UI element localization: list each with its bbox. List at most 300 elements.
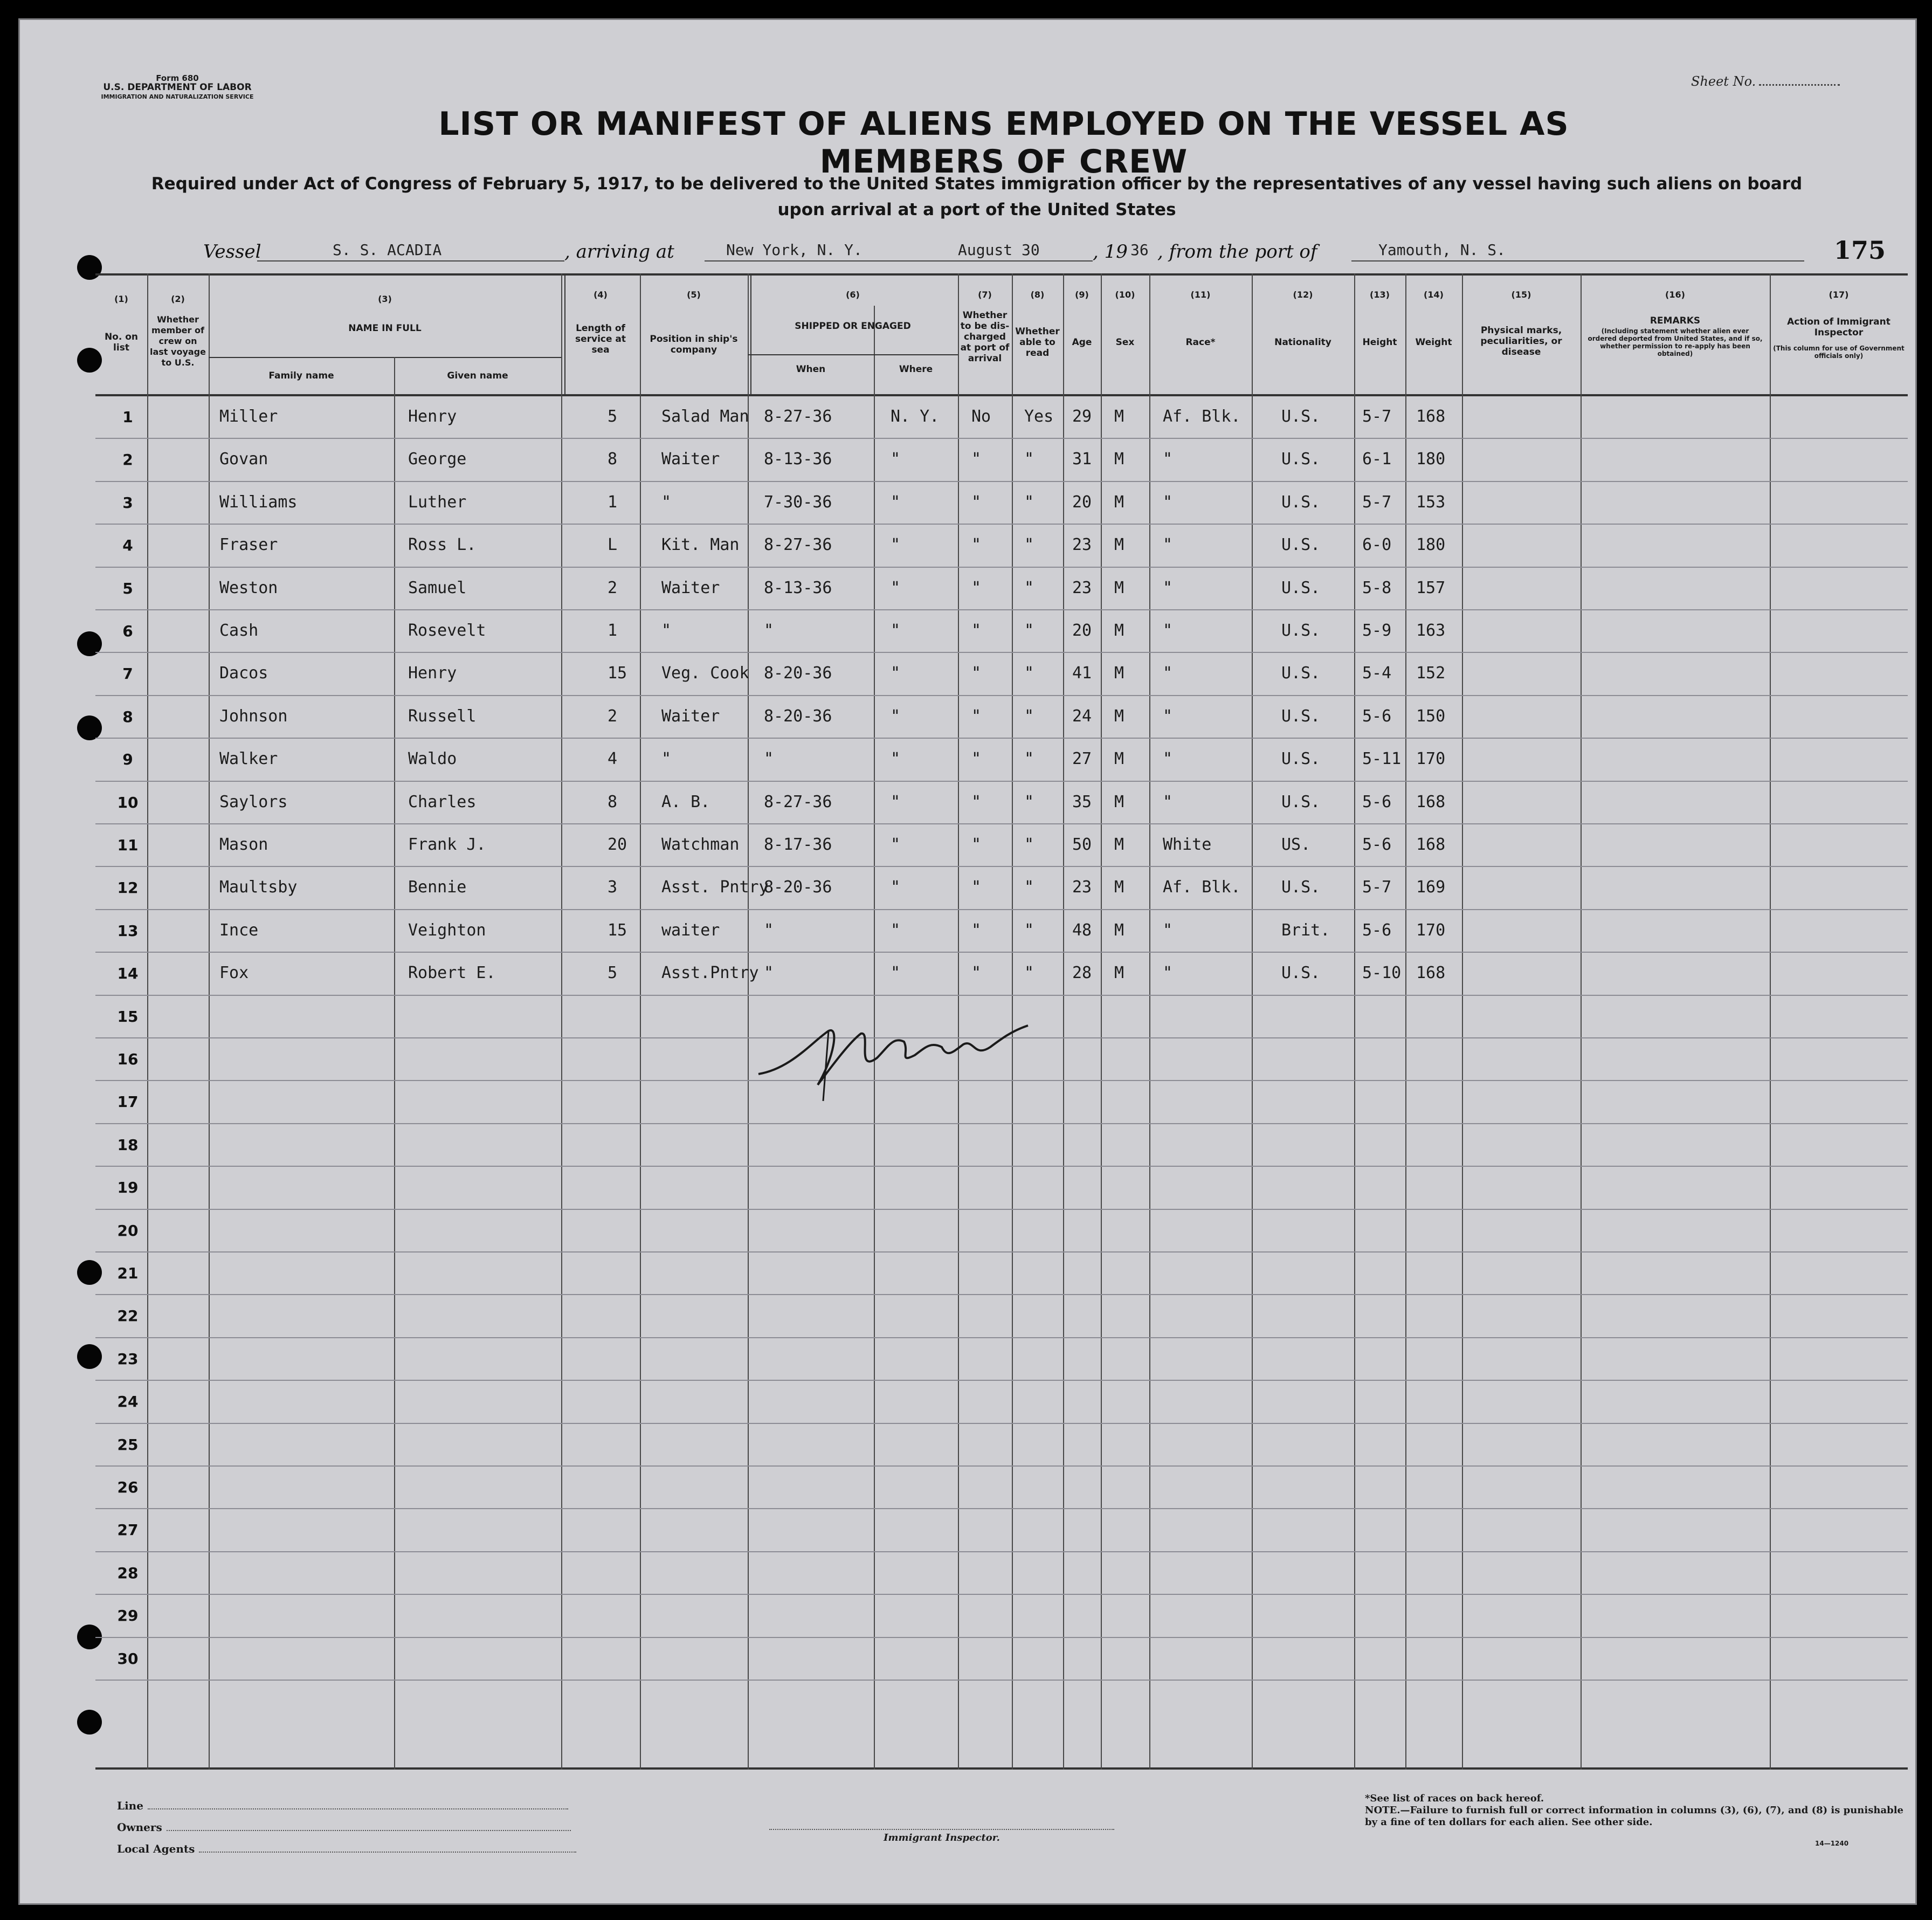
cell-family: Saylors — [219, 792, 288, 811]
cell-service: 3 — [608, 878, 618, 897]
column-number: (8) — [1030, 290, 1045, 300]
cell-height: 5-6 — [1362, 835, 1392, 854]
column-number: (13) — [1370, 290, 1390, 300]
cell-race: " — [1163, 792, 1173, 811]
column-number: (17) — [1828, 290, 1849, 300]
cell-race: " — [1163, 450, 1173, 469]
cell-age: 27 — [1072, 749, 1092, 769]
cell-age: 24 — [1072, 706, 1092, 726]
cell-race: " — [1163, 664, 1173, 683]
cell-position: Waiter — [661, 450, 720, 469]
cell-family: Weston — [219, 578, 278, 597]
column-number: (11) — [1190, 290, 1211, 300]
cell-height: 6-1 — [1362, 450, 1392, 469]
cell-read: " — [1024, 535, 1034, 555]
cell-nationality: U.S. — [1281, 535, 1321, 555]
arriving-underline — [705, 260, 1093, 261]
cell-service: 1 — [608, 492, 618, 512]
cell-age: 29 — [1072, 407, 1092, 426]
vessel-line — [203, 236, 1932, 268]
cell-race: " — [1163, 492, 1173, 512]
name-subheader-rule — [209, 357, 561, 358]
footer-agents-label: Local Agents — [117, 1842, 195, 1855]
arriving-port: New York, N. Y. — [726, 241, 862, 259]
cell-read: " — [1024, 621, 1034, 640]
cell-service: 5 — [608, 964, 618, 983]
cell-position: " — [661, 492, 672, 512]
cell-discharged: " — [971, 878, 982, 897]
row-rule — [95, 1680, 1908, 1681]
department-name: U.S. DEPARTMENT OF LABOR — [103, 82, 252, 93]
cell-service: 20 — [608, 835, 627, 854]
cell-sex: M — [1114, 835, 1124, 854]
cell-height: 5-11 — [1362, 749, 1402, 769]
cell-read: Yes — [1024, 407, 1054, 426]
cell-service: 4 — [608, 749, 618, 769]
table-row — [95, 696, 1908, 739]
row-number: 13 — [117, 921, 139, 940]
cell-position: " — [661, 621, 672, 640]
note-penalty: NOTE.—Failure to furnish full or correct information in columns (3), (6), (7), and (8) is punishable by a fine of ten dollars for each alien. See other side. — [1365, 1805, 1903, 1828]
table-row — [95, 1424, 1908, 1467]
table-row — [95, 1595, 1908, 1637]
header-remarks: REMARKS — [1650, 315, 1701, 326]
cell-nationality: U.S. — [1281, 621, 1321, 640]
cell-given: Robert E. — [408, 964, 496, 983]
cell-when: 8-27-36 — [764, 535, 832, 555]
cell-age: 28 — [1072, 964, 1092, 983]
cell-position: Watchman — [661, 835, 740, 854]
cell-discharged: " — [971, 792, 982, 811]
manifest-sheet — [18, 18, 1917, 1905]
row-number: 25 — [117, 1435, 139, 1454]
cell-position: Veg. Cook — [661, 664, 749, 683]
cell-when: " — [764, 920, 774, 940]
column-number: (9) — [1075, 290, 1089, 300]
cell-discharged: " — [971, 492, 982, 512]
form-number: Form 680 — [156, 73, 199, 83]
cell-weight: 168 — [1416, 835, 1446, 854]
from-port-underline — [1351, 260, 1804, 261]
row-number: 22 — [117, 1307, 139, 1325]
table-row — [95, 610, 1908, 653]
cell-where: " — [891, 878, 901, 897]
header-when: When — [796, 364, 826, 375]
cell-age: 20 — [1072, 492, 1092, 512]
cell-nationality: U.S. — [1281, 492, 1321, 512]
cell-where: " — [891, 450, 901, 469]
cell-discharged: " — [971, 664, 982, 683]
cell-race: " — [1163, 964, 1173, 983]
column-number: (14) — [1424, 290, 1444, 300]
cell-sex: M — [1114, 450, 1124, 469]
cell-age: 23 — [1072, 578, 1092, 597]
header-remarks-note: (Including statement whether alien ever ordered deported from United States, and if so, whether permission to re-apply has been obtained) — [1588, 327, 1763, 357]
vessel-underline — [257, 260, 564, 261]
cell-read: " — [1024, 749, 1034, 769]
cell-age: 31 — [1072, 450, 1092, 469]
cell-sex: M — [1114, 920, 1124, 940]
cell-where: " — [891, 621, 901, 640]
form-code: 14—1240 — [1815, 1840, 1849, 1847]
cell-nationality: U.S. — [1281, 664, 1321, 683]
sheet-number-field — [1691, 74, 1840, 89]
cell-height: 5-7 — [1362, 878, 1392, 897]
cell-sex: M — [1114, 964, 1124, 983]
cell-service: 5 — [608, 407, 618, 426]
arriving-label: , arriving at — [564, 241, 674, 263]
cell-read: " — [1024, 578, 1034, 597]
cell-nationality: U.S. — [1281, 792, 1321, 811]
cell-family: Fraser — [219, 535, 278, 555]
cell-when: " — [764, 749, 774, 769]
header-name-in-full: NAME IN FULL — [348, 323, 422, 334]
column-number: (7) — [978, 290, 992, 300]
cell-when: 8-20-36 — [764, 878, 832, 897]
column-number: (2) — [171, 294, 185, 304]
cell-position: waiter — [661, 920, 720, 940]
cell-sex: M — [1114, 706, 1124, 726]
cell-service: 2 — [608, 706, 618, 726]
column-number: (6) — [846, 290, 860, 300]
row-number: 18 — [117, 1136, 139, 1154]
cell-weight: 168 — [1416, 792, 1446, 811]
cell-age: 23 — [1072, 535, 1092, 555]
cell-height: 5-8 — [1362, 578, 1392, 597]
table-row — [95, 525, 1908, 567]
footer-agents-field — [117, 1842, 576, 1855]
cell-race: " — [1163, 621, 1173, 640]
cell-sex: M — [1114, 578, 1124, 597]
table-row — [95, 910, 1908, 953]
header-age: Age — [1072, 337, 1092, 348]
cell-given: Henry — [408, 664, 457, 683]
cell-given: Samuel — [408, 578, 467, 597]
cell-race: White — [1163, 835, 1212, 854]
cell-when: 8-17-36 — [764, 835, 832, 854]
cell-discharged: " — [971, 535, 982, 555]
cell-weight: 168 — [1416, 407, 1446, 426]
cell-service: L — [608, 535, 618, 555]
cell-discharged: " — [971, 706, 982, 726]
cell-sex: M — [1114, 535, 1124, 555]
cell-read: " — [1024, 492, 1034, 512]
header-physical-marks: Physical marks, peculiarities, or disease — [1480, 325, 1562, 357]
cell-discharged: " — [971, 578, 982, 597]
row-number: 16 — [117, 1050, 139, 1068]
column-number: (10) — [1115, 290, 1135, 300]
cell-weight: 157 — [1416, 578, 1446, 597]
cell-age: 41 — [1072, 664, 1092, 683]
cell-where: " — [891, 792, 901, 811]
cell-race: " — [1163, 920, 1173, 940]
header-able-to-read: Whether able to read — [1015, 326, 1060, 359]
cell-age: 20 — [1072, 621, 1092, 640]
cell-weight: 170 — [1416, 749, 1446, 769]
cell-discharged: No — [971, 407, 991, 426]
table-row — [95, 1638, 1908, 1681]
from-port-label: , from the port of — [1157, 241, 1317, 263]
cell-read: " — [1024, 878, 1034, 897]
cell-height: 5-7 — [1362, 407, 1392, 426]
row-number: 28 — [117, 1564, 139, 1582]
cell-nationality: U.S. — [1281, 878, 1321, 897]
cell-age: 35 — [1072, 792, 1092, 811]
cell-nationality: U.S. — [1281, 706, 1321, 726]
cell-where: " — [891, 578, 901, 597]
cell-given: Bennie — [408, 878, 467, 897]
cell-read: " — [1024, 706, 1034, 726]
cell-position: A. B. — [661, 792, 710, 811]
cell-discharged: " — [971, 749, 982, 769]
cell-sex: M — [1114, 878, 1124, 897]
cell-position: Asst.Pntry — [661, 964, 759, 983]
cell-weight: 180 — [1416, 450, 1446, 469]
cell-height: 6-0 — [1362, 535, 1392, 555]
cell-where: " — [891, 664, 901, 683]
cell-nationality: U.S. — [1281, 450, 1321, 469]
row-number: 19 — [117, 1179, 139, 1197]
cell-when: 8-13-36 — [764, 578, 832, 597]
cell-family: Williams — [219, 492, 298, 512]
table-row — [95, 739, 1908, 781]
table-row — [95, 1552, 1908, 1595]
table-row — [95, 782, 1908, 824]
cell-family: Cash — [219, 621, 259, 640]
cell-read: " — [1024, 450, 1034, 469]
table-row — [95, 824, 1908, 867]
cell-where: " — [891, 706, 901, 726]
cell-position: Waiter — [661, 706, 720, 726]
table-row — [95, 1509, 1908, 1552]
row-number: 30 — [117, 1649, 139, 1668]
cell-family: Fox — [219, 964, 249, 983]
cell-nationality: U.S. — [1281, 407, 1321, 426]
header-height: Height — [1362, 337, 1397, 348]
cell-weight: 169 — [1416, 878, 1446, 897]
cell-service: 2 — [608, 578, 618, 597]
cell-family: Govan — [219, 450, 268, 469]
year-prefix: , 19 — [1093, 241, 1128, 263]
table-row — [95, 653, 1908, 696]
cell-family: Johnson — [219, 706, 288, 726]
cell-discharged: " — [971, 835, 982, 854]
row-number: 15 — [117, 1007, 139, 1026]
row-number: 20 — [117, 1221, 139, 1240]
header-discharged: Whether to be dis-charged at port of arrival — [960, 310, 1010, 364]
cell-given: Rosevelt — [408, 621, 486, 640]
cell-family: Miller — [219, 407, 278, 426]
row-number: 14 — [117, 965, 139, 983]
cell-weight: 150 — [1416, 706, 1446, 726]
row-number: 2 — [122, 451, 133, 469]
cell-given: Waldo — [408, 749, 457, 769]
cell-sex: M — [1114, 407, 1124, 426]
cell-nationality: U.S. — [1281, 964, 1321, 983]
footer-owners-label: Owners — [117, 1821, 162, 1834]
cell-nationality: U.S. — [1281, 749, 1321, 769]
table-row — [95, 439, 1908, 481]
sheet-number-label: Sheet No. — [1691, 74, 1756, 89]
table-row — [95, 953, 1908, 995]
table-row — [95, 568, 1908, 610]
cell-weight: 163 — [1416, 621, 1446, 640]
cell-sex: M — [1114, 492, 1124, 512]
row-number: 24 — [117, 1393, 139, 1411]
cell-when: 8-20-36 — [764, 706, 832, 726]
cell-height: 5-6 — [1362, 920, 1392, 940]
cell-given: Russell — [408, 706, 477, 726]
cell-when: " — [764, 621, 774, 640]
header-where: Where — [899, 364, 933, 375]
header-shipped-or-engaged: SHIPPED OR ENGAGED — [795, 321, 911, 332]
row-number: 11 — [117, 836, 139, 854]
header-no-on-list: No. on list — [104, 332, 139, 353]
cell-service: 8 — [608, 792, 618, 811]
cell-service: 1 — [608, 621, 618, 640]
vessel-label: Vessel — [203, 241, 261, 263]
cell-height: 5-6 — [1362, 792, 1392, 811]
cell-where: " — [891, 964, 901, 983]
cell-age: 23 — [1072, 878, 1092, 897]
vessel-name: S. S. ACADIA — [333, 241, 442, 259]
header-inspector-note: (This column for use of Government officials only) — [1773, 345, 1905, 360]
footer-line-field — [117, 1799, 568, 1812]
cell-race: " — [1163, 578, 1173, 597]
cell-where: N. Y. — [891, 407, 940, 426]
cell-where: " — [891, 749, 901, 769]
cell-position: Waiter — [661, 578, 720, 597]
cell-position: " — [661, 749, 672, 769]
cell-race: " — [1163, 535, 1173, 555]
cell-discharged: " — [971, 964, 982, 983]
document-title: LIST OR MANIFEST OF ALIENS EMPLOYED ON THE VESSEL AS MEMBERS OF CREW — [438, 105, 1569, 181]
table-row — [95, 1381, 1908, 1423]
cell-weight: 152 — [1416, 664, 1446, 683]
row-number: 3 — [122, 493, 133, 512]
cell-read: " — [1024, 964, 1034, 983]
column-number: (5) — [687, 290, 701, 300]
table-row — [95, 867, 1908, 910]
row-number: 1 — [122, 408, 133, 426]
cell-given: Henry — [408, 407, 457, 426]
cell-nationality: US. — [1281, 835, 1311, 854]
row-number: 9 — [122, 751, 133, 769]
cell-given: Frank J. — [408, 835, 486, 854]
cell-where: " — [891, 535, 901, 555]
footer-line-label: Line — [117, 1799, 143, 1812]
cell-read: " — [1024, 664, 1034, 683]
cell-family: Walker — [219, 749, 278, 769]
row-number: 8 — [122, 707, 133, 726]
table-row — [95, 1210, 1908, 1253]
column-number: (4) — [594, 290, 608, 300]
cell-when: " — [764, 964, 774, 983]
cell-when: 7-30-36 — [764, 492, 832, 512]
cell-discharged: " — [971, 450, 982, 469]
footer-notes — [1365, 1793, 1904, 1828]
header-length-of-service: Length of service at sea — [575, 323, 626, 355]
cell-height: 5-4 — [1362, 664, 1392, 683]
sheet-number-blank — [1759, 84, 1840, 86]
cell-given: Veighton — [408, 920, 486, 940]
row-number: 7 — [122, 665, 133, 683]
cell-race: Af. Blk. — [1163, 878, 1241, 897]
cell-position: Salad Man — [661, 407, 749, 426]
departure-port: Yamouth, N. S. — [1378, 241, 1506, 259]
header-inspector-action: Action of Immigrant Inspector — [1787, 316, 1890, 338]
cell-where: " — [891, 492, 901, 512]
header-position: Position in ship's company — [650, 334, 738, 355]
column-number: (16) — [1665, 290, 1685, 300]
cell-given: Charles — [408, 792, 477, 811]
cell-read: " — [1024, 920, 1034, 940]
table-row — [95, 396, 1908, 439]
row-number: 12 — [117, 879, 139, 897]
cell-discharged: " — [971, 621, 982, 640]
cell-height: 5-9 — [1362, 621, 1392, 640]
cell-service: 15 — [608, 664, 627, 683]
cell-nationality: Brit. — [1281, 920, 1330, 940]
table-row — [95, 482, 1908, 525]
table-top-rule — [95, 273, 1908, 276]
header-family-name: Family name — [268, 370, 334, 381]
cell-weight: 180 — [1416, 535, 1446, 555]
cell-family: Ince — [219, 920, 259, 940]
table-row — [95, 1253, 1908, 1295]
header-given-name: Given name — [447, 370, 508, 381]
header-race: Race* — [1185, 337, 1216, 348]
cell-sex: M — [1114, 621, 1124, 640]
cell-weight: 153 — [1416, 492, 1446, 512]
document-subtitle: Required under Act of Congress of February 5, 1917, to be delivered to the United States immigration officer by the representatives of any vessel having such aliens on board upon arrival at a port of the United States — [151, 174, 1803, 219]
table-row — [95, 1167, 1908, 1209]
row-number: 10 — [117, 793, 139, 811]
cell-when: 8-27-36 — [764, 407, 832, 426]
service-name: IMMIGRATION AND NATURALIZATION SERVICE — [101, 93, 254, 100]
header-nationality: Nationality — [1274, 337, 1331, 348]
cell-given: Luther — [408, 492, 467, 512]
cell-family: Maultsby — [219, 878, 298, 897]
cell-nationality: U.S. — [1281, 578, 1321, 597]
cell-height: 5-6 — [1362, 706, 1392, 726]
cell-read: " — [1024, 835, 1034, 854]
column-number: (3) — [378, 294, 392, 304]
cell-when: 8-13-36 — [764, 450, 832, 469]
cell-race: " — [1163, 749, 1173, 769]
cell-given: Ross L. — [408, 535, 477, 555]
cell-position: Kit. Man — [661, 535, 740, 555]
cell-where: " — [891, 835, 901, 854]
table-row — [95, 1467, 1908, 1509]
header-crew-last-voyage: Whether member of crew on last voyage to U.S. — [150, 314, 206, 368]
cell-sex: M — [1114, 664, 1124, 683]
row-number: 6 — [122, 622, 133, 640]
sheet-number: 175 — [1834, 236, 1886, 265]
note-races: *See list of races on back hereof. — [1365, 1793, 1544, 1804]
row-number: 27 — [117, 1521, 139, 1539]
column-number: (12) — [1293, 290, 1313, 300]
shipped-subheader-rule — [748, 354, 958, 355]
row-number: 23 — [117, 1350, 139, 1368]
cell-when: 8-27-36 — [764, 792, 832, 811]
table-bottom-rule — [95, 1767, 1908, 1770]
column-number: (1) — [114, 294, 128, 304]
form-header-block — [75, 74, 280, 101]
table-row — [95, 1338, 1908, 1381]
arrival-date: August 30 — [958, 241, 1040, 259]
cell-when: 8-20-36 — [764, 664, 832, 683]
